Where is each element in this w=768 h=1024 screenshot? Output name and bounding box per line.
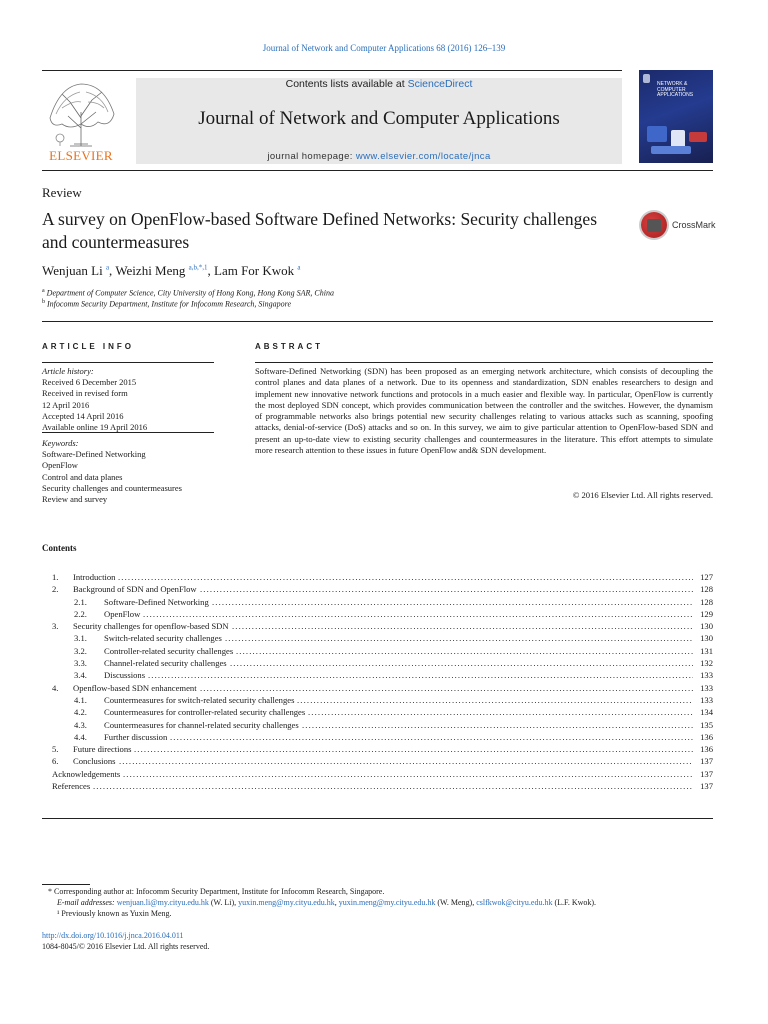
toc-leader <box>143 608 693 620</box>
toc-leader <box>308 706 693 718</box>
toc-entry[interactable] <box>42 608 713 620</box>
previously-known-note: ¹ Previously known as Yuxin Meng. <box>57 909 172 918</box>
author-list: Wenjuan Li $^a$, Weizhi Meng $^{a,b,*,1}$, Lam For Kwok $^a$ <box>42 263 301 278</box>
toc-page-number: 128 <box>700 584 713 595</box>
header-rule <box>42 70 622 71</box>
toc-page-number: 132 <box>700 658 713 669</box>
keyword: Control and data planes <box>42 471 123 482</box>
toc-label: Further discussion <box>104 731 168 742</box>
toc-entry[interactable] <box>42 768 713 780</box>
toc-entry[interactable] <box>42 694 713 706</box>
toc-leader <box>134 743 693 755</box>
toc-number: 3.3. <box>74 658 87 669</box>
affiliation: $^a$ Department of Computer Science, City University of Hong Kong, Hong Kong SAR, China <box>42 288 334 298</box>
abstract-rule <box>255 362 713 363</box>
cover-title: NETWORK & COMPUTER APPLICATIONS <box>657 81 694 98</box>
toc-label: Acknowledgements <box>52 768 121 779</box>
toc-number: 3. <box>52 621 59 632</box>
toc-number: 2.2. <box>74 608 87 619</box>
email-link[interactable]: wenjuan.li@my.cityu.edu.hk <box>116 898 209 907</box>
contents-available: Contents lists available at ScienceDirect <box>285 78 473 90</box>
publisher-name: ELSEVIER <box>49 148 113 163</box>
toc-page-number: 128 <box>700 596 713 607</box>
toc-page-number: 136 <box>700 731 713 742</box>
history-line: Received 6 December 2015 <box>42 377 137 388</box>
toc-label: Switch-related security challenges <box>104 633 222 644</box>
keyword: Software-Defined Networking <box>42 449 146 460</box>
toc-page-number: 129 <box>700 608 713 619</box>
author-name[interactable]: Wenjuan Li <box>42 263 103 278</box>
toc-entry[interactable] <box>42 571 713 583</box>
toc-entry[interactable] <box>42 780 713 792</box>
toc-entry[interactable] <box>42 632 713 644</box>
keyword: OpenFlow <box>42 460 78 471</box>
abstract-copyright: © 2016 Elsevier Ltd. All rights reserved. <box>572 490 713 500</box>
history-line: 12 April 2016 <box>42 399 90 410</box>
toc-leader <box>200 583 693 595</box>
toc-entry[interactable] <box>42 755 713 767</box>
toc-label: References <box>52 781 91 792</box>
toc-number: 2.1. <box>74 596 87 607</box>
article-history <box>42 366 214 433</box>
toc-number: 5. <box>52 744 59 755</box>
journal-title: Journal of Network and Computer Applications <box>198 108 560 129</box>
doi-block <box>42 930 209 952</box>
toc-leader <box>93 780 693 792</box>
toc-leader <box>170 731 693 743</box>
toc-entry[interactable] <box>42 596 713 608</box>
author-name[interactable]: Weizhi Meng <box>115 263 186 278</box>
toc-leader <box>230 657 693 669</box>
toc-leader <box>200 682 693 694</box>
toc-entry[interactable] <box>42 731 713 743</box>
toc-label: Controller-related security challenges <box>104 645 234 656</box>
journal-reference[interactable]: Journal of Network and Computer Applications 68 (2016) 126–139 <box>262 43 506 53</box>
toc-leader <box>232 620 693 632</box>
title-block-rule <box>42 321 713 322</box>
toc-page-number: 131 <box>700 645 713 656</box>
author-affil-sup[interactable]: a <box>297 263 301 272</box>
author-name[interactable]: Lam For Kwok <box>214 263 295 278</box>
toc-leader <box>236 645 693 657</box>
toc-leader <box>302 719 693 731</box>
history-rule <box>42 432 214 433</box>
affiliation: $^b$ Infocomm Security Department, Institute for Infocomm Research, Singapore <box>42 299 292 309</box>
toc-number: 3.2. <box>74 645 87 656</box>
toc-label: Countermeasures for channel-related security challenges <box>104 719 299 730</box>
toc-label: Channel-related security challenges <box>104 658 227 669</box>
email-link[interactable]: yuxin.meng@my.cityu.edu.hk <box>338 898 436 907</box>
journal-homepage: journal homepage: www.elsevier.com/locate/jnca <box>267 151 491 162</box>
toc-page-number: 136 <box>700 744 713 755</box>
toc-number: 6. <box>52 756 59 767</box>
crossmark-label: CrossMark <box>672 220 716 230</box>
toc-page-number: 135 <box>700 719 713 730</box>
toc-page-number: 127 <box>700 572 713 582</box>
article-info-rule <box>42 362 214 363</box>
toc-entry[interactable] <box>42 719 713 731</box>
toc-page-number: 137 <box>700 768 713 779</box>
author-affil-sup[interactable]: a <box>105 263 110 272</box>
toc-entry[interactable] <box>42 657 713 669</box>
toc-leader <box>123 768 693 780</box>
toc-label: Discussions <box>104 670 146 681</box>
keywords-label: Keywords: <box>42 438 79 448</box>
toc-page-number: 133 <box>700 682 713 693</box>
toc-number: 4. <box>52 682 59 693</box>
abstract-heading: ABSTRACT <box>255 342 323 351</box>
toc-label: Software-Defined Networking <box>104 596 209 607</box>
history-label: Article history: <box>42 366 94 376</box>
journal-banner <box>136 78 622 164</box>
elsevier-logo <box>40 78 122 164</box>
email-addresses: E-mail addresses: wenjuan.li@my.cityu.edu.hk (W. Li), yuxin.meng@my.cityu.edu.hk, yuxin.meng@my.cityu.edu.hk (W. Meng), cslfkwok@cityu.edu.hk (L.F. Kwok). <box>57 898 597 907</box>
issn-line: 1084-8045/© 2016 Elsevier Ltd. All rights reserved. <box>42 942 210 951</box>
toc-page-number: 133 <box>700 694 713 705</box>
toc-entry[interactable] <box>42 645 713 657</box>
toc-leader <box>212 596 693 608</box>
toc-number: 1. <box>52 572 59 582</box>
keyword: Security challenges and countermeasures <box>42 482 182 493</box>
toc-page-number: 130 <box>700 633 713 644</box>
toc-entry[interactable] <box>42 620 713 632</box>
keyword: Review and survey <box>42 494 108 505</box>
toc-leader <box>225 632 693 644</box>
keywords <box>42 438 214 505</box>
toc-leader <box>118 571 693 583</box>
toc-number: 3.1. <box>74 633 87 644</box>
history-line: Available online 19 April 2016 <box>42 422 148 433</box>
toc-label: Security challenges for openflow-based SDN <box>73 621 229 632</box>
toc-number: 2. <box>52 584 59 595</box>
doi-link[interactable]: http://dx.doi.org/10.1016/j.jnca.2016.04.011 <box>42 931 184 940</box>
toc-entry[interactable] <box>42 706 713 718</box>
toc-label: Conclusions <box>73 756 116 767</box>
toc-label: Introduction <box>73 572 116 582</box>
toc-leader <box>148 669 693 681</box>
toc-label: OpenFlow <box>104 608 141 619</box>
toc-label: Countermeasures for controller-related security challenges <box>104 707 306 718</box>
footnote-rule <box>42 884 90 885</box>
toc-entry[interactable] <box>42 583 713 595</box>
sciencedirect-link[interactable]: ScienceDirect <box>407 78 473 90</box>
journal-cover <box>639 70 713 163</box>
email-link[interactable]: yuxin.meng@my.cityu.edu.hk <box>238 898 335 907</box>
toc-number: 4.4. <box>74 731 87 742</box>
header-bottom-rule <box>42 170 713 171</box>
abstract-text: Software-Defined Networking (SDN) has been proposed as an emerging network architecture, which consists of decoupling the control planes and data planes of a network. Due to its openness and standardization, SDN enables researchers to design and implement new innovative network functions and protocols in a much easier and flexible way. In particular, OpenFlow is currently the most deployed SDN concept, which provides communication between the controller and the switches. However, the dynamism of programmable networks also brings potential new security challenges relating to various attacks such as scanning, spoofing attacks, denial-of-service (DoS) attacks and so on. In this survey, we aim to give particular attention to OpenFlow-based SDN and present an up-to-date view to existing security challenges and countermeasures in the literature. This effort attempts to simulate more research attention to these issues in future OpenFlow and& SDN development. <box>255 366 713 456</box>
toc-entry[interactable] <box>42 682 713 694</box>
toc-page-number: 137 <box>700 756 713 767</box>
history-line: Accepted 14 April 2016 <box>42 410 124 421</box>
toc-label: Openflow-based SDN enhancement <box>73 682 197 693</box>
crossmark-button[interactable] <box>641 210 721 242</box>
article-info-heading: ARTICLE INFO <box>42 342 134 351</box>
toc-leader <box>297 694 693 706</box>
contents-heading: Contents <box>42 543 77 553</box>
toc-page-number: 133 <box>700 670 713 681</box>
toc-page-number: 134 <box>700 707 713 718</box>
table-of-contents <box>42 571 713 792</box>
toc-entry[interactable] <box>42 743 713 755</box>
tree-icon <box>40 78 122 148</box>
toc-number: 4.1. <box>74 694 87 705</box>
homepage-link[interactable]: www.elsevier.com/locate/jnca <box>355 151 491 162</box>
toc-label: Background of SDN and OpenFlow <box>73 584 197 595</box>
article-type: Review <box>42 185 82 200</box>
toc-number: 4.2. <box>74 707 87 718</box>
toc-number: 3.4. <box>74 670 87 681</box>
toc-page-number: 137 <box>700 781 713 792</box>
toc-label: Countermeasures for switch-related security challenges <box>104 694 295 705</box>
article-title: A survey on OpenFlow-based Software Defined Networks: Security challenges and countermeasures <box>42 209 598 252</box>
contents-rule <box>42 818 713 819</box>
toc-number: 4.3. <box>74 719 87 730</box>
toc-entry[interactable] <box>42 669 713 681</box>
toc-page-number: 130 <box>700 621 713 632</box>
toc-label: Future directions <box>73 744 132 755</box>
email-link[interactable]: cslfkwok@cityu.edu.hk <box>476 898 553 907</box>
history-line: Received in revised form <box>42 388 128 399</box>
author-affil-sup[interactable]: a,b,*,1 <box>188 263 208 272</box>
corresponding-author-note: * Corresponding author at: Infocomm Security Department, Institute for Infocomm Research, Singapore. <box>48 887 385 896</box>
crossmark-icon <box>641 212 667 238</box>
toc-leader <box>119 755 693 767</box>
